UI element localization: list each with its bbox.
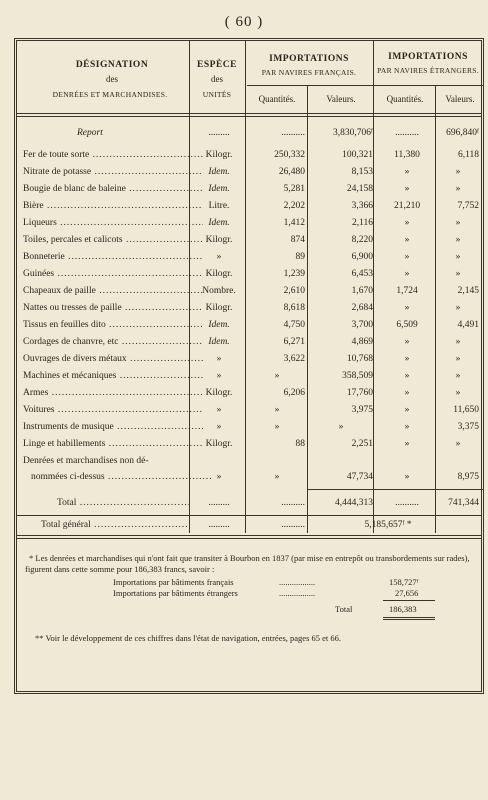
rule-header-bottom: [17, 113, 481, 114]
row-quantity-et: 6,509: [396, 320, 418, 330]
row-label: Fer de toute sorte .....: [23, 147, 203, 164]
row-unit: »: [216, 252, 222, 262]
other-label-2: nommées ci-dessus .....: [31, 469, 211, 486]
table-row: [17, 385, 487, 402]
row-value-fr: 3,975: [351, 405, 373, 415]
table-row-other-2: [17, 469, 487, 486]
row-label: Nattes ou tresses de paille .....: [23, 300, 203, 317]
row-value-et: 7,752: [457, 201, 479, 211]
row-value-et: »: [455, 235, 461, 245]
other-unit: »: [216, 472, 222, 482]
row-value-fr: 100,321: [342, 150, 373, 160]
header-quantites-et: Quantités.: [386, 94, 424, 104]
row-quantity-et: 1,724: [396, 286, 418, 296]
row-label: Toiles, percales et calicots .....: [23, 232, 203, 249]
row-label: Liqueurs .....: [23, 215, 203, 232]
table-row: [17, 249, 487, 266]
row-value-fr: 17,760: [346, 388, 373, 398]
row-label: Linge et habillements .....: [23, 436, 203, 453]
footnote-fr-label: Importations par bâtiments français: [113, 577, 234, 587]
row-quantity-fr: 6,271: [283, 337, 305, 347]
table-row: [17, 164, 487, 181]
row-quantity-et: 11,380: [394, 150, 420, 160]
row-quantity-fr: 3,622: [283, 354, 305, 364]
row-quantity-fr: 6,206: [283, 388, 305, 398]
header-espece: ESPÈCE: [197, 60, 237, 70]
row-value-fr: 6,453: [351, 269, 373, 279]
row-label: Machines et mécaniques .....: [23, 368, 203, 385]
rule-before-total: [307, 489, 483, 490]
row-quantity-fr: 2,610: [283, 286, 305, 296]
rule-footnote-sum: [383, 600, 435, 601]
row-quantity-fr: 2,202: [283, 201, 305, 211]
row-quantity-fr: 1,412: [283, 218, 305, 228]
row-label: Chapeaux de paille .....: [23, 283, 203, 300]
row-quantity-et: »: [404, 218, 410, 228]
footnote-total-value: 186,383: [389, 604, 417, 614]
row-unit: Idem.: [208, 320, 230, 330]
table-row-grand-total: [17, 517, 487, 534]
row-quantity-et: »: [404, 337, 410, 347]
row-value-fr: 3,366: [351, 201, 373, 211]
rule-before-grand-total: [17, 515, 481, 516]
rule-table-bottom-2: [17, 538, 481, 539]
page-number: ( 60 ): [224, 14, 264, 30]
row-label: Tissus en feuilles dito .....: [23, 317, 203, 334]
row-label: Voitures .....: [23, 402, 203, 419]
total-value-fr: 4,444,313: [335, 498, 373, 508]
table-row: [17, 351, 487, 368]
row-unit: Litre.: [208, 201, 230, 211]
row-quantity-fr: »: [274, 422, 280, 432]
row-label: Guinées .....: [23, 266, 203, 283]
row-unit: Idem.: [208, 167, 230, 177]
row-quantity-et: »: [404, 388, 410, 398]
row-unit: Kilogr.: [205, 150, 233, 160]
row-quantity-et: »: [404, 167, 410, 177]
row-value-et: 3,375: [457, 422, 479, 432]
row-unit: Kilogr.: [205, 388, 233, 398]
row-value-et: »: [455, 371, 461, 381]
row-value-fr: 10,768: [346, 354, 373, 364]
total-dots-qf: ..........: [281, 498, 305, 508]
table-row: [17, 368, 487, 385]
footnote-text: * Les denrées et marchandises qui n'ont fait que transiter à Bourbon en 1837 (par mise en entrepôt ou transbordements sur rades), figurent dans cette somme pour 186,383 francs, savoir :: [25, 553, 470, 574]
row-value-et: 6,118: [457, 150, 479, 160]
footnote-note-2: ** Voir le développement de ces chiffres dans l'état de navigation, entrées, pages 65 et 66.: [35, 633, 342, 643]
header-unites: UNITÉS: [202, 90, 232, 99]
header-designation: DÉSIGNATION: [75, 60, 149, 70]
row-quantity-fr: 5,281: [283, 184, 305, 194]
row-quantity-fr: 8,618: [283, 303, 305, 313]
row-unit: Kilogr.: [205, 269, 233, 279]
row-value-fr: 8,153: [351, 167, 373, 177]
row-quantity-fr: »: [274, 371, 280, 381]
row-quantity-et: »: [404, 269, 410, 279]
report-value-fr: 3,830,706ᶠ: [333, 128, 373, 138]
row-unit: »: [216, 405, 222, 415]
row-label: Instruments de musique .....: [23, 419, 203, 436]
table-row-other-1: [17, 453, 487, 470]
row-value-fr: 6,900: [351, 252, 373, 262]
row-label: Bougie de blanc de baleine .....: [23, 181, 203, 198]
grand-total-label: Total général .....: [41, 517, 189, 534]
row-label: Nitrate de potasse .....: [23, 164, 203, 181]
row-quantity-et: »: [404, 303, 410, 313]
row-label: Ouvrages de divers métaux .....: [23, 351, 203, 368]
total-dots-unit: .........: [208, 498, 230, 508]
row-quantity-et: »: [404, 184, 410, 194]
footnote-total-label: Total: [335, 604, 353, 614]
row-unit: Idem.: [208, 218, 230, 228]
header-imports-fr: IMPORTATIONS: [269, 54, 349, 64]
other-label-1: Denrées et marchandises non dé-: [23, 456, 149, 466]
row-label: Bonneterie .....: [23, 249, 203, 266]
table-row: [17, 419, 487, 436]
report-value-et: 696,840ᶠ: [446, 128, 479, 138]
footnote-fr-dots: .................: [279, 577, 316, 587]
row-value-fr: 2,684: [351, 303, 373, 313]
header-espece-des: des: [211, 74, 223, 84]
other-ve: 8,975: [457, 472, 479, 482]
total-value-et: 741,344: [448, 498, 479, 508]
row-value-fr: 2,116: [351, 218, 373, 228]
header-quantites-fr: Quantités.: [258, 94, 296, 104]
row-quantity-et: »: [404, 405, 410, 415]
header-imports-fr-sub: PAR NAVIRES FRANÇAIS.: [261, 68, 357, 77]
row-value-et: »: [455, 337, 461, 347]
table-row: [17, 436, 487, 453]
row-unit: Kilogr.: [205, 235, 233, 245]
total-label: Total .....: [57, 495, 189, 512]
row-value-et: »: [455, 269, 461, 279]
row-quantity-fr: »: [274, 405, 280, 415]
row-unit: Kilogr.: [205, 439, 233, 449]
report-dots-qe: ..........: [395, 128, 419, 138]
table-row: [17, 232, 487, 249]
row-quantity-et: 21,210: [393, 201, 421, 211]
row-quantity-et: »: [404, 371, 410, 381]
row-value-et: 4,491: [457, 320, 479, 330]
table-row: [17, 317, 487, 334]
other-qf: »: [274, 472, 280, 482]
row-value-et: »: [455, 184, 461, 194]
header-des: des: [106, 74, 118, 84]
grand-total-dots-qf: ..........: [281, 520, 305, 530]
table-row: [17, 283, 487, 300]
row-label: Armes .....: [23, 385, 203, 402]
total-dots-qe: ..........: [395, 498, 419, 508]
footnote-fr-value: 158,727ᶠ: [389, 577, 419, 587]
row-quantity-fr: 26,480: [278, 167, 305, 177]
rule-header-bottom-2: [17, 116, 481, 117]
row-unit: Idem.: [208, 184, 230, 194]
other-qe: »: [404, 472, 410, 482]
row-quantity-et: »: [404, 354, 410, 364]
row-quantity-fr: 1,239: [283, 269, 305, 279]
other-vf: 47,734: [346, 472, 373, 482]
row-label: Bière .....: [23, 198, 203, 215]
table-row: [17, 181, 487, 198]
table-row-report: [17, 125, 487, 142]
row-unit: Nombre.: [202, 286, 236, 296]
row-quantity-fr: 250,332: [274, 150, 305, 160]
row-value-et: »: [455, 218, 461, 228]
report-dots-unit: .........: [208, 128, 230, 138]
rule-footnote-total-2: [383, 619, 435, 620]
row-quantity-fr: 88: [295, 439, 305, 449]
row-unit: »: [216, 354, 222, 364]
footnote-et-label: Importations par bâtiments étrangers: [113, 588, 238, 598]
row-quantity-et: »: [404, 252, 410, 262]
report-label: Report: [77, 128, 103, 138]
header-imports-et: IMPORTATIONS: [388, 52, 468, 62]
row-value-et: »: [455, 439, 461, 449]
row-value-fr: 358,509: [342, 371, 373, 381]
row-value-et: »: [455, 167, 461, 177]
rule-footnote-total-1: [383, 617, 435, 618]
table-row: [17, 215, 487, 232]
header-valeurs-fr: Valeurs.: [326, 94, 356, 104]
row-value-fr: 4,869: [351, 337, 373, 347]
footnote-et-value: 27,656: [395, 588, 419, 598]
row-quantity-fr: 89: [295, 252, 305, 262]
row-quantity-fr: 874: [290, 235, 305, 245]
rule-table-bottom: [17, 535, 481, 536]
row-value-fr: »: [338, 422, 344, 432]
grand-total-value: 5,185,657ᶠ *: [364, 520, 412, 530]
header-imports-et-sub: PAR NAVIRES ÉTRANGERS.: [377, 66, 479, 75]
header-valeurs-et: Valeurs.: [445, 94, 475, 104]
table-row: [17, 198, 487, 215]
row-quantity-et: »: [404, 422, 410, 432]
table-row: [17, 147, 487, 164]
row-unit: »: [216, 422, 222, 432]
row-value-fr: 1,670: [351, 286, 373, 296]
row-value-fr: 24,158: [346, 184, 373, 194]
row-value-et: 2,145: [457, 286, 479, 296]
row-quantity-et: »: [404, 235, 410, 245]
row-value-et: »: [455, 303, 461, 313]
table-row-total: [17, 495, 487, 512]
header-denrees: DENRÉES ET MARCHANDISES.: [52, 90, 168, 99]
row-unit: »: [216, 371, 222, 381]
table-row: [17, 266, 487, 283]
row-value-fr: 8,220: [351, 235, 373, 245]
row-quantity-et: »: [404, 439, 410, 449]
row-label: Cordages de chanvre, etc .....: [23, 334, 203, 351]
footnote-et-dots: .................: [279, 588, 316, 598]
row-unit: Kilogr.: [205, 303, 233, 313]
table-row: [17, 334, 487, 351]
row-value-et: »: [455, 354, 461, 364]
table-frame: [14, 38, 484, 694]
table-row: [17, 402, 487, 419]
row-value-et: »: [455, 388, 461, 398]
row-unit: Idem.: [208, 337, 230, 347]
row-value-et: 11,650: [453, 405, 479, 415]
row-value-et: »: [455, 252, 461, 262]
rule-imports-sub: [247, 85, 483, 86]
report-dots-qf: ..........: [281, 128, 305, 138]
row-value-fr: 3,700: [351, 320, 373, 330]
table-row: [17, 300, 487, 317]
row-quantity-fr: 4,750: [283, 320, 305, 330]
row-value-fr: 2,251: [351, 439, 373, 449]
grand-total-dots-unit: .........: [208, 520, 230, 530]
